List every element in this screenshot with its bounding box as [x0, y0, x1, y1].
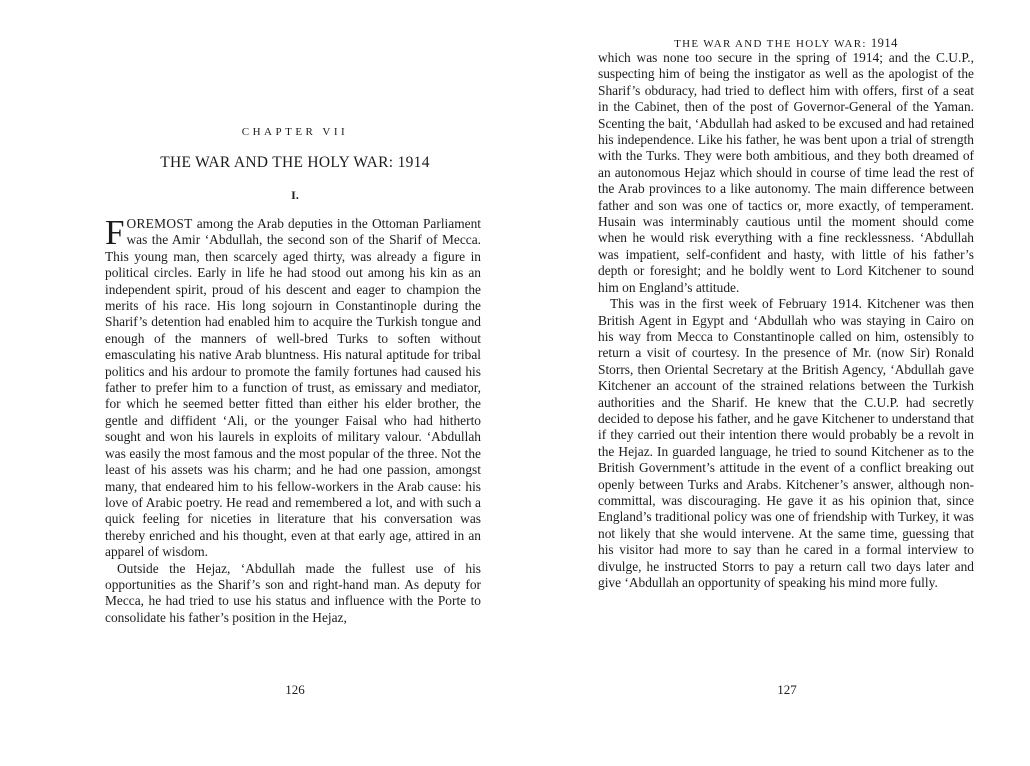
paragraph: This was in the first week of February 1914. Kitchener was then British Agent in Egypt and ‘Abdullah who was staying in Cairo on his way from Mecca to Constantinople called on him, ostensibly to return a visit of courtesy. In the presence of Mr. (now Sir) Ronald Storrs, then Oriental Secretary at the British Agency, ‘Abdullah gave Kitchener an account of the strained relations between the Turkish authorities and the Sharif. He knew that the C.U.P. had secretly decided to depose his father, and he gave Kitchener to understand that if they carried out their intention there would probably be a revolt in the Hejaz. In guarded language, he tried to sound Kitchener as to the British Government’s attitude in the event of a conflict breaking out openly between Turks and Arabs. Kitchener’s answer, although non-committal, was discouraging. He gave it as his opinion that, since England’s traditional policy was one of friendship with Turkey, it was not likely that she would intervene. At the same time, guessing that his visitor had more to say than he cared in a formal interview to divulge, he instructed Storrs to pay a return call two days later and give ‘Abdullah an opportunity of speaking his mind more fully. — [598, 296, 974, 590]
drop-cap: F — [105, 213, 125, 252]
chapter-label: CHAPTER VII — [241, 126, 349, 138]
chapter-title-year: 1914 — [397, 154, 430, 171]
section-number: I. — [291, 188, 299, 202]
paragraph-text: among the Arab deputies in the Ottoman Parliament was the Amir ‘Abdullah, the second son of the Sharif of Mecca. This young man, then scarcely aged thirty, was already a figure in political circles. Early in life he had stood out among his kin as an independent spirit, proud of his descent and eager to champion the merits of his race. His long sojourn in Constantinople during the Sharif’s detention had enabled him to acquire the Turkish tongue and enough of the manners of well-bred Turks to soften without emasculating his native Arab bluntness. His natural aptitude for tribal politics and his ardour to promote the family fortunes had caused his father to prefer him to a function of trust, as emissary and mediator, for which he seemed better fitted than either his elder brother, the gentle and diffident ‘Ali, or the younger Faisal who had hitherto sought and won his laurels in exploits of military valour. ‘Abdullah was easily the most famous and the most popular of the three. Not the least of his assets was his charm; and he had one passion, amongst many, that endeared him to his fellow-workers in the Arab cause: his love of Arabic poetry. He read and remembered a lot, and with such a quick feeling for niceties in literature that his conversation was thereby enriched and his thought, even at that early age, attired in an apparel of wisdom. — [105, 216, 481, 560]
running-head-year: 1914 — [870, 36, 898, 50]
running-head — [598, 36, 974, 51]
opening-word-smallcaps: OREMOST — [126, 216, 193, 231]
page-number-left: 126 — [285, 682, 305, 697]
running-head-text: THE WAR AND THE HOLY WAR: — [674, 38, 867, 50]
page-number-right: 127 — [777, 682, 797, 697]
chapter-title-text: THE WAR AND THE HOLY WAR: — [160, 154, 394, 171]
paragraph: Outside the Hejaz, ‘Abdullah made the fullest use of his opportunities as the Sharif’s son and right-hand man. As deputy for Mecca, he had tried to use his status and influence with the Porte to consolidate his father’s position in the Hejaz, — [105, 560, 481, 625]
paragraph: which was none too secure in the spring of 1914; and the C.U.P., suspecting him of being the instigator as well as the apologist of the Sharif’s obduracy, had tried to deflect him with offers, first of a seat in the Cabinet, then of the post of Governor-General of the Yaman. Scenting the bait, ‘Abdullah had asked to be excused and had retained his independence. Like his father, he was bent upon a trial of strength with the Turks. They were both ambitious, and they both dreamed of an autonomous Hejaz which should in course of time lead the rest of the Arab provinces to a like autonomy. The main difference between father and son was one of tactics or, more exactly, of temperament. Husain was interminably cautious until the moment should come when he would risk everything with a fine recklessness. ‘Abdullah was impatient, self-confident and hasty, with little of his father’s depth or foresight; and he boldly went to Lord Kitchener to sound him on England’s attitude. — [598, 50, 974, 295]
right-body-text — [598, 50, 974, 591]
